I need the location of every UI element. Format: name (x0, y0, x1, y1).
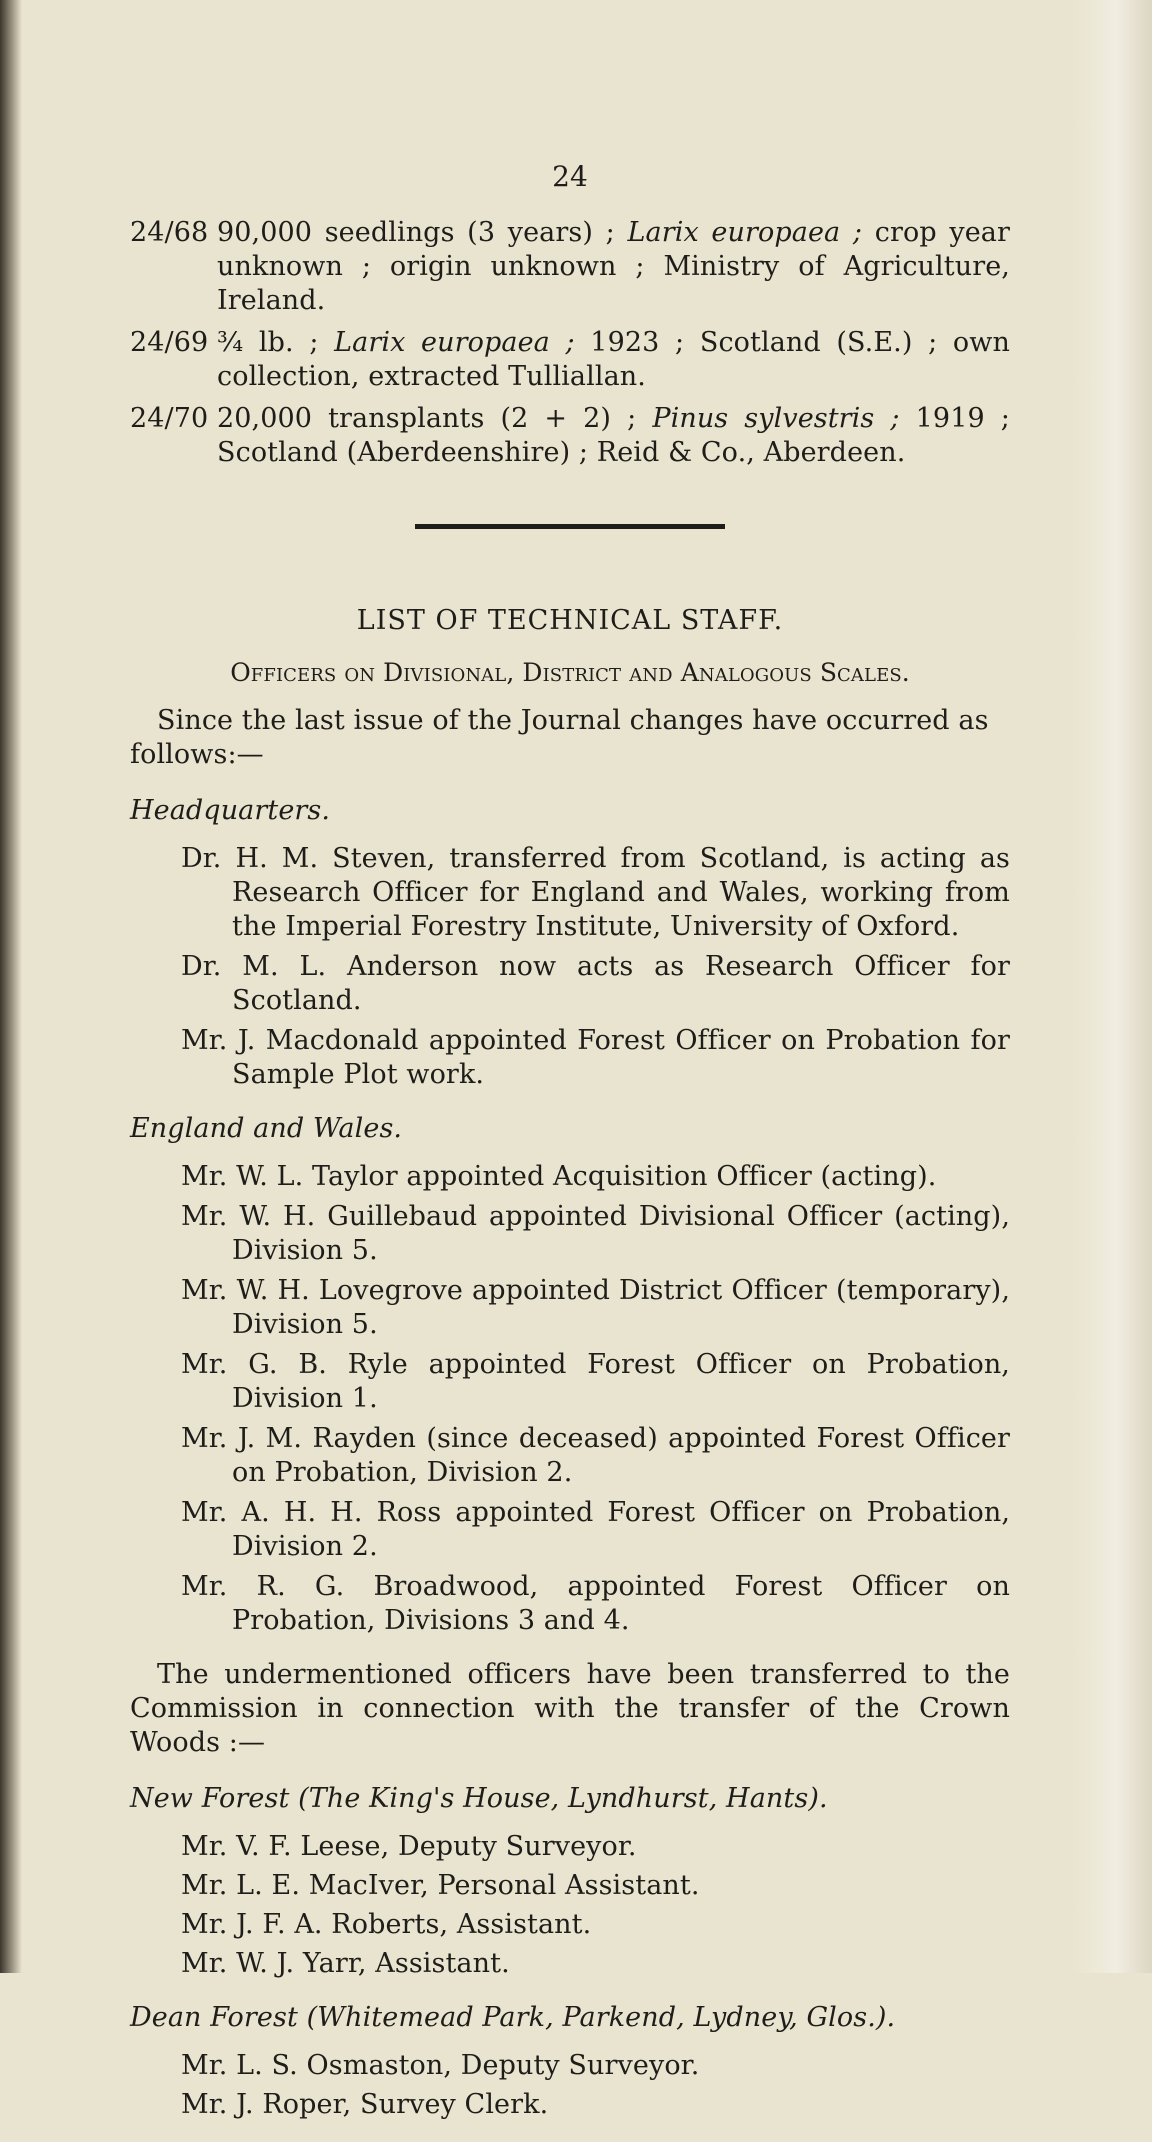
page-edge-highlight (1072, 0, 1152, 1973)
section-title: LIST OF TECHNICAL STAFF. (356, 605, 784, 636)
staff-member: Mr. L. E. MacIver, Personal Assistant. (181, 1870, 700, 1901)
staff-change: Mr. G. B. Ryle appointed Forest Officer on Probation, Division 1. (181, 1349, 1010, 1414)
forest-name: New Forest (130, 1783, 290, 1814)
entry-code: 24/68 (130, 217, 209, 248)
forest-location: The King's House, Lyndhurst, Hants (308, 1783, 809, 1814)
seed-entry (130, 326, 1010, 394)
staff-change: Dr. H. M. Steven, transferred from Scotland, is acting as Research Officer for England and Wales, working from the Imperial Forestry Institute, University of Oxford. (181, 843, 1010, 942)
section-subtitle: Officers on Divisional, District and Analogous Scales. (230, 658, 910, 687)
intro-text: Since the last issue of the Journal changes have occurred as follows:— (130, 705, 989, 770)
group-heading: Headquarters. (130, 795, 331, 826)
species-name: Larix europaea ; (334, 327, 575, 358)
group-heading: England and Wales. (130, 1113, 403, 1144)
staff-change: Mr. W. H. Lovegrove appointed District Officer (temporary), Division 5. (181, 1275, 1010, 1340)
staff-change: Mr. J. M. Rayden (since deceased) appointed Forest Officer on Probation, Division 2. (181, 1423, 1010, 1488)
staff-member: Mr. J. Roper, Survey Clerk. (181, 2089, 549, 2120)
section-divider (415, 524, 725, 529)
staff-change: Mr. J. Macdonald appointed Forest Officer on Probation for Sample Plot work. (181, 1025, 1010, 1090)
forest-heading: Dean Forest (Whitemead Park, Parkend, Lydney, Glos.). (130, 2002, 896, 2033)
page-number: 24 (552, 160, 588, 193)
entry-text: 20,000 transplants (2 + 2) ; Pinus sylvestris ; 1919 ; Scotland (Aberdeenshire) ; Reid & Co., Aberdeen. (217, 403, 1010, 468)
species-name: Pinus sylvestris ; (652, 403, 900, 434)
staff-group-headquarters (130, 794, 1010, 1092)
entry-text: 90,000 seedlings (3 years) ; Larix europaea ; crop year unknown ; origin unknown ; Ministry of Agriculture, Ireland. (217, 217, 1010, 316)
entry-code: 24/69 (130, 327, 209, 358)
staff-change: Mr. W. H. Guillebaud appointed Divisional Officer (acting), Division 5. (181, 1201, 1010, 1266)
forest-new-forest (130, 1782, 1010, 1981)
page-edge-shadow (0, 0, 22, 1973)
page-content (130, 160, 1010, 2142)
seed-entries (130, 216, 1010, 470)
transfer-note: The undermentioned officers have been transferred to the Commission in connection with the transfer of the Crown Woods :— (130, 1659, 1010, 1758)
staff-member: Mr. V. F. Leese, Deputy Surveyor. (181, 1831, 637, 1862)
staff-member: Mr. W. J. Yarr, Assistant. (181, 1948, 510, 1979)
species-name: Larix europaea ; (627, 217, 863, 248)
forest-dean-forest (130, 2001, 1010, 2122)
staff-change: Mr. A. H. H. Ross appointed Forest Officer on Probation, Division 2. (181, 1497, 1010, 1562)
entry-text: ¾ lb. ; Larix europaea ; 1923 ; Scotland (S.E.) ; own collection, extracted Tulliallan. (217, 327, 1010, 392)
forest-location: Whitemead Park, Parkend, Lydney, Glos. (317, 2002, 876, 2033)
seed-entry (130, 402, 1010, 470)
staff-change: Dr. M. L. Anderson now acts as Research Officer for Scotland. (181, 951, 1010, 1016)
staff-member: Mr. J. F. A. Roberts, Assistant. (181, 1909, 592, 1940)
staff-change: Mr. R. G. Broadwood, appointed Forest Officer on Probation, Divisions 3 and 4. (181, 1571, 1010, 1636)
seed-entry (130, 216, 1010, 318)
entry-code: 24/70 (130, 403, 209, 434)
forest-name: Dean Forest (130, 2002, 298, 2033)
staff-group-england-wales (130, 1112, 1010, 1638)
staff-change: Mr. W. L. Taylor appointed Acquisition Officer (acting). (181, 1161, 937, 1192)
staff-member: Mr. L. S. Osmaston, Deputy Surveyor. (181, 2050, 700, 2081)
forest-heading: New Forest (The King's House, Lyndhurst, Hants). (130, 1783, 828, 1814)
